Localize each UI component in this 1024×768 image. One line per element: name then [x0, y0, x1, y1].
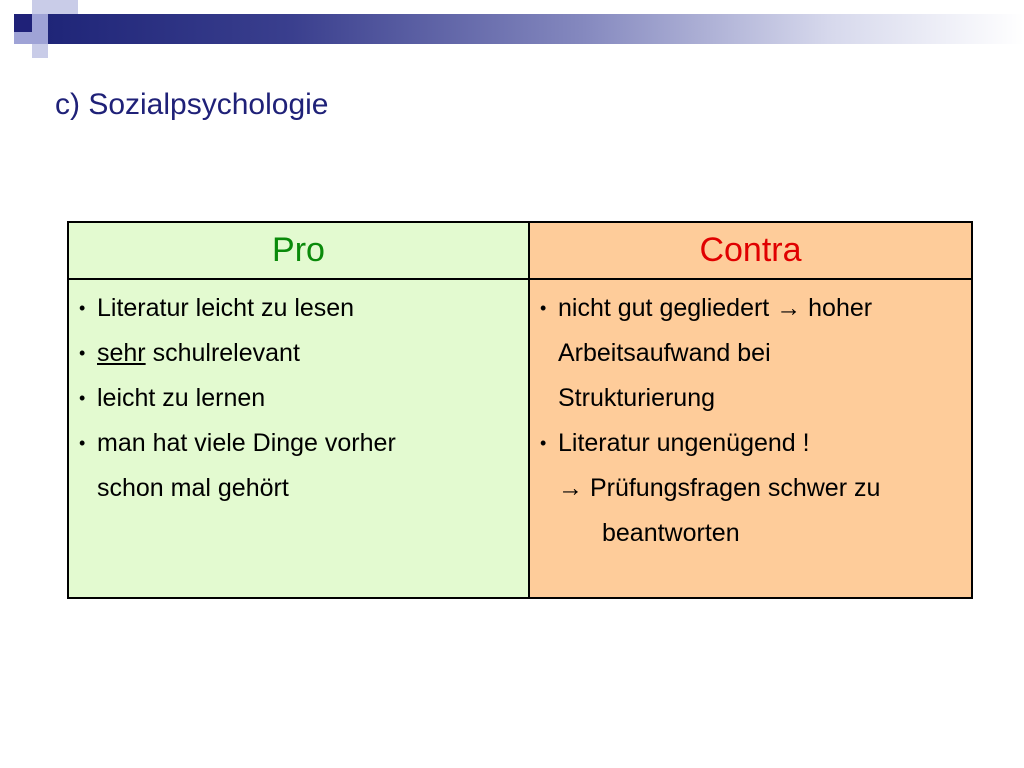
pro-item-text: leicht zu lernen	[97, 384, 266, 412]
table-body-row	[68, 279, 972, 598]
decorative-square	[32, 0, 48, 14]
bullet: •	[540, 298, 547, 318]
table-header-row	[68, 222, 972, 279]
contra-list	[530, 280, 971, 556]
list-item	[530, 286, 971, 421]
list-item	[69, 286, 528, 331]
bullet: •	[79, 298, 86, 318]
list-item	[530, 421, 971, 556]
bullet: •	[79, 388, 86, 408]
decorative-square	[14, 32, 32, 44]
header-bar	[48, 14, 1024, 44]
contra-item-text: Arbeitsaufwand bei	[558, 339, 771, 367]
pro-cell	[68, 279, 529, 598]
contra-item-text: Literatur ungenügend !	[558, 429, 810, 457]
pro-contra-table	[67, 221, 973, 599]
bullet: •	[79, 433, 86, 453]
bullet: •	[540, 433, 547, 453]
decorative-square	[48, 0, 78, 14]
pro-item-text: schulrelevant	[145, 339, 300, 367]
list-item	[69, 331, 528, 376]
list-item	[69, 421, 528, 511]
pro-list	[69, 280, 528, 511]
contra-item-text: → Prüfungsfragen schwer zu	[558, 474, 881, 502]
pro-header: Pro	[68, 222, 529, 279]
contra-item-text: Strukturierung	[558, 384, 716, 412]
bullet: •	[79, 343, 86, 363]
pro-item-emphasis: sehr	[97, 339, 146, 367]
contra-item-text: nicht gut gegliedert → hoher	[558, 294, 873, 322]
decorative-square	[14, 14, 32, 32]
decorative-square	[32, 14, 48, 44]
list-item	[69, 376, 528, 421]
contra-cell	[529, 279, 972, 598]
pro-item-text: man hat viele Dinge vorher	[97, 429, 396, 457]
decorative-square	[32, 44, 48, 58]
pro-item-text: schon mal gehört	[97, 474, 289, 502]
contra-header: Contra	[529, 222, 972, 279]
slide-title: c) Sozialpsychologie	[55, 88, 329, 121]
pro-item-text: Literatur leicht zu lesen	[97, 294, 355, 322]
contra-item-text: beantworten	[602, 519, 740, 547]
